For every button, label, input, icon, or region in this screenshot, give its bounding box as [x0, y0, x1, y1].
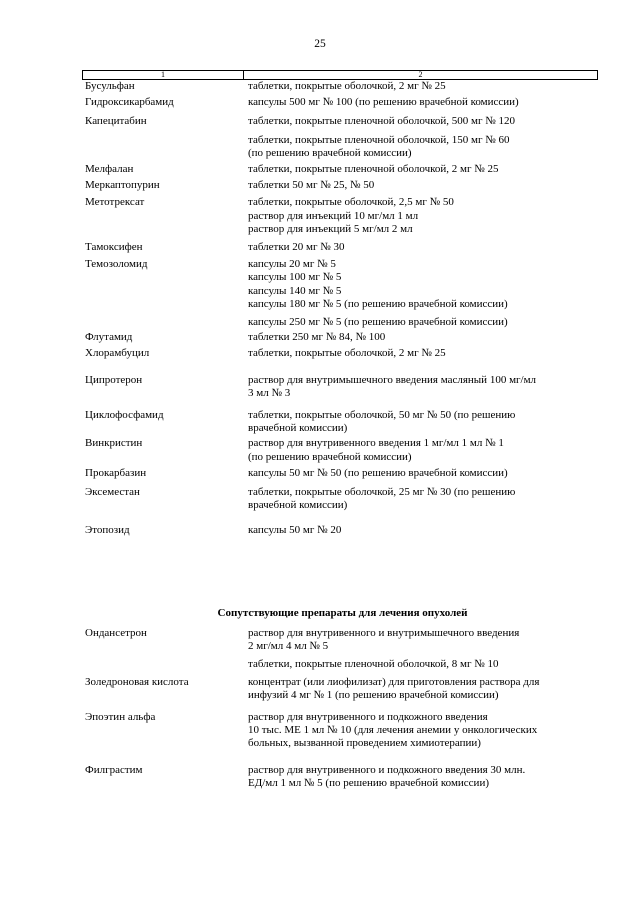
dosage-form-group [248, 331, 600, 344]
dosage-form-line: раствор для внутривенного и подкожного введения [248, 711, 488, 724]
drug-name: Меркаптопурин [85, 179, 160, 192]
dosage-form-group [248, 347, 600, 360]
drug-name: Эпоэтин альфа [85, 711, 156, 724]
dosage-forms [248, 196, 600, 236]
dosage-form-line: таблетки, покрытые пленочной оболочкой, 500 мг № 120 [248, 115, 516, 128]
table-row [85, 467, 600, 480]
dosage-form-line: раствор для внутривенного и внутримышечного введения [248, 627, 520, 639]
table-row [85, 524, 600, 537]
dosage-form-group [248, 80, 600, 93]
dosage-form-group [248, 196, 600, 236]
dosage-form-line: раствор для внутривенного введения 1 мг/мл 1 мл № 1 [248, 437, 504, 450]
drug-name: Этопозид [85, 524, 130, 537]
dosage-form-line: капсулы 100 мг № 5 [248, 271, 342, 284]
table-row [85, 163, 600, 176]
dosage-forms [248, 437, 600, 463]
column-header-1: 1 [83, 71, 244, 79]
drug-name: Гидроксикарбамид [85, 96, 174, 109]
dosage-forms [248, 409, 600, 435]
dosage-forms [248, 241, 600, 254]
table-row [85, 627, 600, 672]
drug-name: Ондансетрон [85, 627, 147, 639]
table-row [85, 437, 600, 463]
dosage-form-line: капсулы 20 мг № 5 [248, 258, 336, 271]
dosage-form-line: таблетки 50 мг № 25, № 50 [248, 179, 375, 192]
drug-name: Бусульфан [85, 80, 135, 92]
drug-name: Хлорамбуцил [85, 347, 150, 360]
dosage-form-line: таблетки, покрытые оболочкой, 2,5 мг № 50 [248, 196, 454, 209]
column-header-row [82, 70, 598, 80]
dosage-form-group [248, 467, 600, 480]
dosage-forms [248, 676, 600, 702]
drug-name: Ципротерон [85, 373, 143, 386]
table-row [85, 764, 600, 790]
dosage-forms [248, 627, 600, 672]
table-row [85, 374, 600, 400]
dosage-form-line: таблетки 20 мг № 30 [248, 241, 345, 254]
dosage-form-line: раствор для внутривенного и подкожного введения 30 млн. [248, 763, 526, 776]
dosage-form-line: таблетки, покрытые пленочной оболочкой, 8 мг № 10 [248, 658, 499, 671]
dosage-form-line: капсулы 250 мг № 5 (по решению врачебной комиссии) [248, 316, 508, 329]
table-row [85, 331, 600, 344]
drug-name: Тамоксифен [85, 241, 143, 254]
dosage-form-group [248, 374, 600, 400]
dosage-form-line: (по решению врачебной комиссии) [248, 146, 412, 159]
dosage-form-line: таблетки, покрытые оболочкой, 25 мг № 30 (по решению [248, 486, 516, 499]
drug-name: Золедроновая кислота [85, 675, 189, 688]
dosage-form-line: таблетки, покрытые пленочной оболочкой, 2 мг № 25 [248, 163, 499, 176]
dosage-form-line: капсулы 50 мг № 50 (по решению врачебной комиссии) [248, 466, 508, 479]
dosage-form-group [248, 134, 600, 160]
dosage-forms [248, 80, 600, 93]
dosage-form-line: 3 мл № 3 [248, 386, 291, 399]
section-heading: Сопутствующие препараты для лечения опухолей [217, 607, 468, 619]
dosage-form-line: таблетки, покрытые оболочкой, 50 мг № 50 (по решению [248, 409, 516, 422]
dosage-form-line: капсулы 500 мг № 100 (по решению врачебной комиссии) [248, 96, 519, 109]
drug-name: Мелфалан [85, 163, 134, 176]
dosage-forms [248, 347, 600, 360]
dosage-forms [248, 115, 600, 160]
table-row [85, 347, 600, 360]
dosage-forms [248, 486, 600, 512]
dosage-forms [248, 258, 600, 329]
dosage-form-line: больных, вызванной проведением химиотерапии) [248, 737, 481, 750]
dosage-form-group [248, 179, 600, 192]
dosage-forms [248, 467, 600, 480]
dosage-form-line: 2 мг/мл 4 мл № 5 [248, 640, 329, 653]
dosage-form-line: врачебной комиссии) [248, 422, 348, 435]
dosage-form-line: раствор для внутримышечного введения масляный 100 мг/мл [248, 373, 537, 386]
drug-name: Прокарбазин [85, 466, 147, 479]
dosage-forms [248, 374, 600, 400]
dosage-form-line: (по решению врачебной комиссии) [248, 450, 412, 463]
dosage-form-line: таблетки 250 мг № 84, № 100 [248, 331, 386, 344]
dosage-form-line: капсулы 140 мг № 5 [248, 284, 342, 297]
dosage-form-group [248, 658, 600, 671]
table-row [85, 409, 600, 435]
dosage-form-group [248, 627, 600, 653]
drug-list-supportive [85, 627, 600, 790]
dosage-form-line: таблетки, покрытые оболочкой, 2 мг № 25 [248, 80, 446, 92]
table-row [85, 241, 600, 254]
drug-list-antineoplastic [85, 80, 600, 538]
dosage-forms [248, 179, 600, 192]
dosage-form-group [248, 316, 600, 329]
dosage-form-group [248, 486, 600, 512]
drug-name: Темозоломид [85, 258, 148, 271]
dosage-form-group [248, 524, 600, 537]
table-row [85, 258, 600, 329]
drug-name: Капецитабин [85, 115, 147, 128]
dosage-form-line: таблетки, покрытые оболочкой, 2 мг № 25 [248, 347, 446, 360]
dosage-form-line: таблетки, покрытые пленочной оболочкой, 150 мг № 60 [248, 133, 510, 146]
dosage-form-line: капсулы 50 мг № 20 [248, 524, 342, 537]
dosage-form-line: концентрат (или лиофилизат) для приготовления раствора для [248, 675, 540, 688]
page-number: 25 [314, 38, 326, 50]
drug-name: Филграстим [85, 763, 143, 776]
drug-name: Винкристин [85, 437, 143, 450]
dosage-forms [248, 331, 600, 344]
dosage-form-group [248, 437, 600, 463]
dosage-form-group [248, 115, 600, 128]
dosage-forms [248, 524, 600, 537]
drug-name: Эксеместан [85, 486, 140, 499]
drug-name: Флутамид [85, 331, 133, 344]
dosage-form-line: 10 тыс. МЕ 1 мл № 10 (для лечения анемии у онкологических [248, 724, 538, 737]
table-row [85, 115, 600, 160]
dosage-form-group [248, 163, 600, 176]
table-row [85, 711, 600, 751]
dosage-form-group [248, 676, 600, 702]
drug-name: Метотрексат [85, 196, 145, 209]
column-header-2: 2 [418, 70, 423, 79]
dosage-form-group [248, 764, 600, 790]
table-row [85, 196, 600, 236]
table-row [85, 80, 600, 93]
dosage-form-line: врачебной комиссии) [248, 499, 348, 512]
dosage-form-group [248, 409, 600, 435]
dosage-form-line: капсулы 180 мг № 5 (по решению врачебной комиссии) [248, 297, 508, 310]
dosage-forms [248, 711, 600, 751]
dosage-form-group [248, 241, 600, 254]
dosage-form-line: инфузий 4 мг № 1 (по решению врачебной комиссии) [248, 688, 499, 701]
table-row [85, 486, 600, 512]
drug-name: Циклофосфамид [85, 409, 164, 422]
dosage-form-group [248, 96, 600, 109]
table-row [85, 676, 600, 702]
dosage-forms [248, 163, 600, 176]
table-row [85, 179, 600, 192]
dosage-form-line: ЕД/мл 1 мл № 5 (по решению врачебной комиссии) [248, 776, 489, 789]
dosage-forms [248, 764, 600, 790]
dosage-forms [248, 96, 600, 109]
dosage-form-line: раствор для инъекций 5 мг/мл 2 мл [248, 222, 413, 235]
dosage-form-group [248, 258, 600, 311]
dosage-form-group [248, 711, 600, 751]
dosage-form-line: раствор для инъекций 10 мг/мл 1 мл [248, 209, 419, 222]
table-row [85, 96, 600, 109]
